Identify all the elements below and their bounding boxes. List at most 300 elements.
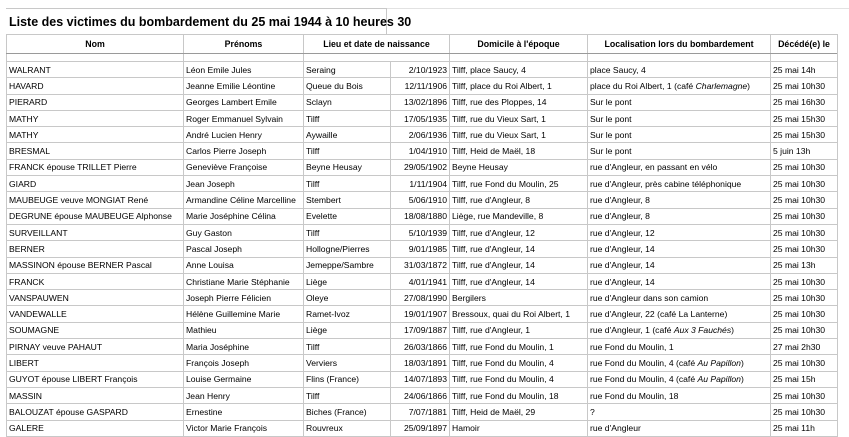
cell-domicile[interactable] (450, 62, 588, 78)
cell-lieu-naissance[interactable] (304, 143, 391, 159)
cell-lieu-naissance-text: Liège (306, 325, 328, 336)
cell-lieu-naissance-text: Tilff (306, 390, 320, 401)
cell-nom-text: PIERARD (9, 97, 48, 108)
cell-lieu-naissance[interactable] (304, 322, 391, 338)
cell-lieu-naissance[interactable] (304, 78, 391, 94)
cell-lieu-naissance-text: Liège (306, 276, 328, 287)
cell-prenoms[interactable] (184, 241, 304, 257)
cell-decede-le[interactable] (771, 78, 838, 94)
cell-lieu-naissance-text: Evelette (306, 211, 338, 222)
cell-domicile-text: Tilff, rue d'Angleur, 14 (452, 276, 535, 287)
cell-nom[interactable] (7, 224, 184, 240)
cell-date-naissance-text: 29/05/1902 (403, 162, 447, 173)
cell-nom[interactable] (7, 110, 184, 126)
column-header-domicile[interactable]: Domicile à l'époque (450, 35, 588, 54)
cell-domicile[interactable] (450, 339, 588, 355)
cell-date-naissance-text: 26/03/1866 (403, 341, 447, 352)
cell-date-naissance[interactable] (391, 404, 450, 420)
cell-localisation[interactable] (588, 257, 771, 273)
cell-prenoms[interactable] (184, 257, 304, 273)
cell-date-naissance[interactable] (391, 94, 450, 110)
cell-domicile[interactable] (450, 241, 588, 257)
cell-lieu-naissance[interactable] (304, 94, 391, 110)
cell-decede-le[interactable] (771, 404, 838, 420)
cell-lieu-naissance[interactable] (304, 339, 391, 355)
cell-decede-le-text: 25 mai 11h (773, 423, 815, 434)
cafe-name-text: Charlemagne (695, 80, 748, 91)
cell-prenoms[interactable] (184, 176, 304, 192)
localisation-text: Sur le pont (590, 146, 632, 157)
cell-date-naissance-text: 24/06/1866 (403, 390, 447, 401)
cell-date-naissance[interactable] (391, 78, 450, 94)
cell-domicile[interactable] (450, 290, 588, 306)
cell-decede-le-text: 25 mai 10h30 (773, 195, 826, 206)
cell-decede-le-text: 25 mai 14h (773, 64, 816, 75)
cell-decede-le[interactable] (771, 62, 838, 78)
cell-nom-text: GUYOT épouse LIBERT François (9, 374, 138, 385)
cell-nom-text: BALOUZAT épouse GASPARD (9, 406, 128, 417)
cell-decede-le[interactable] (771, 322, 838, 338)
cell-decede-le-text: 25 mai 10h30 (773, 325, 826, 336)
sheet-right-edge (837, 34, 838, 413)
cell-localisation[interactable] (588, 420, 771, 436)
cell-localisation[interactable] (588, 159, 771, 175)
cell-prenoms[interactable] (184, 420, 304, 436)
localisation-text: rue Fond du Moulin, 4 (café (590, 374, 698, 385)
localisation-text: Sur le pont (590, 129, 632, 140)
cell-localisation[interactable] (588, 371, 771, 387)
table-row (7, 387, 838, 403)
cell-date-naissance-text: 1/11/1904 (409, 178, 447, 189)
cell-localisation[interactable] (588, 224, 771, 240)
cell-date-naissance[interactable] (391, 290, 450, 306)
cell-lieu-naissance[interactable] (304, 306, 391, 322)
cell-localisation[interactable] (588, 290, 771, 306)
page-title: Liste des victimes du bombardement du 25 mai 1944 à 10 heures 30 (9, 15, 412, 29)
cell-decede-le-text: 5 juin 13h (773, 146, 811, 157)
localisation-text: rue Fond du Moulin, 1 (590, 341, 674, 352)
localisation-text: rue d'Angleur dans son camion (590, 292, 709, 303)
cell-domicile-text: Tilff, rue Fond du Moulin, 4 (452, 374, 554, 385)
cell-lieu-naissance-text: Oleye (306, 292, 329, 303)
cell-prenoms[interactable] (184, 143, 304, 159)
localisation-text: ? (590, 406, 595, 417)
cell-lieu-naissance[interactable] (304, 273, 391, 289)
cell-prenoms[interactable] (184, 94, 304, 110)
cell-domicile-text: Tilff, rue d'Angleur, 12 (452, 227, 535, 238)
cell-domicile[interactable] (450, 159, 588, 175)
cell-nom[interactable] (7, 273, 184, 289)
cell-decede-le[interactable] (771, 224, 838, 240)
localisation-text: rue d'Angleur, 14 (590, 243, 655, 254)
cell-nom-text: MASSIN (9, 390, 42, 401)
column-header-decede-le[interactable]: Décédé(e) le (771, 35, 838, 54)
cell-prenoms[interactable] (184, 306, 304, 322)
cell-date-naissance-text: 5/06/1910 (408, 195, 447, 206)
localisation-text: rue d'Angleur, 8 (590, 195, 650, 206)
cell-decede-le[interactable] (771, 387, 838, 403)
cell-nom[interactable] (7, 241, 184, 257)
cell-localisation[interactable] (588, 176, 771, 192)
cell-lieu-naissance[interactable] (304, 355, 391, 371)
cafe-name-text: Au Papillon (697, 374, 741, 385)
cell-lieu-naissance-text: Tilff (306, 341, 320, 352)
column-header-prenoms[interactable]: Prénoms (184, 35, 304, 54)
cell-prenoms[interactable] (184, 208, 304, 224)
cell-prenoms-text: Geneviève Françoise (186, 162, 268, 173)
cell-prenoms-text: Roger Emmanuel Sylvain (186, 113, 283, 124)
cell-date-naissance-text: 17/05/1935 (403, 113, 447, 124)
cell-domicile-text: Tilff, place Saucy, 4 (452, 64, 526, 75)
cell-prenoms[interactable] (184, 371, 304, 387)
cell-date-naissance[interactable] (391, 110, 450, 126)
cell-prenoms-text: Jeanne Emilie Léontine (186, 80, 276, 91)
cell-nom-text: VANDEWALLE (9, 309, 67, 320)
cell-domicile-text: Hamoir (452, 423, 480, 434)
table-row (7, 273, 838, 289)
table-row (7, 224, 838, 240)
cell-nom-text: VANSPAUWEN (9, 292, 69, 303)
cell-decede-le[interactable] (771, 371, 838, 387)
cell-domicile-text: Tilff, rue d'Angleur, 14 (452, 243, 535, 254)
cell-localisation[interactable] (588, 94, 771, 110)
cell-domicile[interactable] (450, 273, 588, 289)
cell-decede-le[interactable] (771, 176, 838, 192)
column-header-localisation[interactable]: Localisation lors du bombardement (588, 35, 771, 54)
cell-nom[interactable] (7, 62, 184, 78)
cell-decede-le-text: 25 mai 15h30 (773, 129, 826, 140)
cell-lieu-naissance[interactable] (304, 176, 391, 192)
cell-date-naissance-text: 2/10/1923 (408, 64, 447, 75)
cell-prenoms[interactable] (184, 355, 304, 371)
cell-date-naissance[interactable] (391, 143, 450, 159)
cell-lieu-naissance-text: Hollogne/Pierres (306, 243, 370, 254)
localisation-text: rue d'Angleur, 8 (590, 211, 650, 222)
table-row (7, 322, 838, 338)
cell-nom-text: SURVEILLANT (9, 227, 68, 238)
cell-date-naissance-text: 19/01/1907 (403, 309, 447, 320)
cell-lieu-naissance-text: Aywaille (306, 129, 338, 140)
localisation-text: place Saucy, 4 (590, 64, 646, 75)
cell-lieu-naissance[interactable] (304, 387, 391, 403)
cell-decede-le[interactable] (771, 192, 838, 208)
cell-decede-le-text: 25 mai 10h30 (773, 80, 826, 91)
cell-prenoms[interactable] (184, 78, 304, 94)
cell-lieu-naissance[interactable] (304, 192, 391, 208)
cell-prenoms[interactable] (184, 62, 304, 78)
cell-nom[interactable] (7, 355, 184, 371)
cell-nom[interactable] (7, 322, 184, 338)
cell-nom[interactable] (7, 208, 184, 224)
cell-nom-text: FRANCK (9, 276, 45, 287)
cell-lieu-naissance[interactable] (304, 127, 391, 143)
cell-nom[interactable] (7, 159, 184, 175)
cell-domicile[interactable] (450, 176, 588, 192)
cell-lieu-naissance-text: Beyne Heusay (306, 162, 362, 173)
cell-nom[interactable] (7, 404, 184, 420)
cell-localisation[interactable] (588, 208, 771, 224)
table-row (7, 143, 838, 159)
cell-prenoms-text: André Lucien Henry (186, 129, 262, 140)
cell-nom[interactable] (7, 192, 184, 208)
cell-prenoms-text: François Joseph (186, 357, 250, 368)
cell-nom-text: MATHY (9, 113, 39, 124)
cell-domicile-text: Tilff, Heid de Maël, 29 (452, 406, 536, 417)
cell-domicile[interactable] (450, 143, 588, 159)
cell-decede-le-text: 25 mai 10h30 (773, 243, 826, 254)
cell-lieu-naissance[interactable] (304, 208, 391, 224)
victims-table (6, 34, 838, 437)
cell-decede-le-text: 25 mai 10h30 (773, 211, 826, 222)
cell-prenoms[interactable] (184, 387, 304, 403)
cell-date-naissance[interactable] (391, 306, 450, 322)
cell-nom[interactable] (7, 127, 184, 143)
cell-prenoms[interactable] (184, 110, 304, 126)
cell-date-naissance-text: 17/09/1887 (403, 325, 447, 336)
cell-prenoms[interactable] (184, 192, 304, 208)
cell-decede-le[interactable] (771, 257, 838, 273)
cell-domicile[interactable] (450, 208, 588, 224)
cell-decede-le[interactable] (771, 127, 838, 143)
cell-lieu-naissance[interactable] (304, 241, 391, 257)
cell-nom[interactable] (7, 371, 184, 387)
cell-localisation[interactable] (588, 241, 771, 257)
cell-localisation[interactable] (588, 387, 771, 403)
cell-nom[interactable] (7, 143, 184, 159)
table-row (7, 127, 838, 143)
cell-nom[interactable] (7, 78, 184, 94)
cell-decede-le-text: 25 mai 10h30 (773, 162, 826, 173)
cell-localisation[interactable] (588, 322, 771, 338)
cell-date-naissance-text: 2/06/1936 (408, 129, 447, 140)
cell-prenoms[interactable] (184, 404, 304, 420)
cell-prenoms-text: Armandine Céline Marcelline (186, 195, 296, 206)
cell-lieu-naissance-text: Jemeppe/Sambre (306, 260, 374, 271)
cell-lieu-naissance[interactable] (304, 404, 391, 420)
cell-decede-le[interactable] (771, 110, 838, 126)
cell-prenoms[interactable] (184, 159, 304, 175)
cell-date-naissance[interactable] (391, 273, 450, 289)
cell-date-naissance[interactable] (391, 192, 450, 208)
cell-decede-le[interactable] (771, 355, 838, 371)
cafe-name-text: Au Papillon (697, 357, 741, 368)
cell-nom-text: SOUMAGNE (9, 325, 60, 336)
cell-lieu-naissance[interactable] (304, 110, 391, 126)
cell-date-naissance-text: 12/11/1906 (404, 80, 447, 91)
localisation-text: rue d'Angleur, près cabine téléphonique (590, 178, 742, 189)
cell-date-naissance-text: 5/10/1939 (408, 227, 447, 238)
cell-nom-text: GALERE (9, 423, 44, 434)
cell-decede-le[interactable] (771, 143, 838, 159)
cell-domicile[interactable] (450, 322, 588, 338)
cell-domicile[interactable] (450, 78, 588, 94)
cell-date-naissance-text: 9/01/1985 (408, 243, 447, 254)
cell-domicile[interactable] (450, 355, 588, 371)
cell-lieu-naissance-text: Seraing (306, 64, 336, 75)
cell-decede-le[interactable] (771, 159, 838, 175)
cell-nom[interactable] (7, 387, 184, 403)
cell-localisation[interactable] (588, 273, 771, 289)
cell-decede-le[interactable] (771, 273, 838, 289)
cell-nom-text: BERNER (9, 243, 45, 254)
cell-date-naissance[interactable] (391, 339, 450, 355)
cell-prenoms-text: Joseph Pierre Félicien (186, 292, 272, 303)
cell-prenoms[interactable] (184, 290, 304, 306)
cell-date-naissance[interactable] (391, 208, 450, 224)
cell-lieu-naissance-text: Rouvreux (306, 423, 343, 434)
cell-date-naissance[interactable] (391, 62, 450, 78)
cell-nom[interactable] (7, 257, 184, 273)
cell-nom-text: MASSINON épouse BERNER Pascal (9, 260, 152, 271)
cell-domicile-text: Tilff, place du Roi Albert, 1 (452, 80, 552, 91)
cell-date-naissance[interactable] (391, 387, 450, 403)
cell-nom-text: WALRANT (9, 64, 51, 75)
cell-date-naissance[interactable] (391, 371, 450, 387)
cell-domicile-text: Tilff, rue d'Angleur, 14 (452, 260, 535, 271)
cell-domicile[interactable] (450, 420, 588, 436)
cell-date-naissance[interactable] (391, 241, 450, 257)
cell-domicile[interactable] (450, 192, 588, 208)
cell-prenoms-text: Jean Joseph (186, 178, 235, 189)
cell-nom[interactable] (7, 306, 184, 322)
cell-prenoms-text: Marie Joséphine Célina (186, 211, 276, 222)
cell-date-naissance[interactable] (391, 176, 450, 192)
cell-domicile[interactable] (450, 224, 588, 240)
cell-decede-le[interactable] (771, 339, 838, 355)
table-spacer-row (7, 54, 838, 62)
cell-prenoms[interactable] (184, 322, 304, 338)
cell-date-naissance-text: 18/08/1880 (403, 211, 447, 222)
localisation-text: Sur le pont (590, 97, 632, 108)
cell-date-naissance-text: 27/08/1990 (403, 292, 447, 303)
cell-lieu-naissance[interactable] (304, 159, 391, 175)
cell-decede-le[interactable] (771, 208, 838, 224)
cell-lieu-naissance-text: Tilff (306, 227, 320, 238)
cell-prenoms[interactable] (184, 127, 304, 143)
cell-domicile[interactable] (450, 387, 588, 403)
table-row (7, 94, 838, 110)
cell-lieu-naissance-text: Sclayn (306, 97, 332, 108)
cell-lieu-naissance-text: Biches (France) (306, 406, 367, 417)
cell-decede-le[interactable] (771, 290, 838, 306)
cell-lieu-naissance[interactable] (304, 224, 391, 240)
table-row (7, 62, 838, 78)
cell-nom[interactable] (7, 94, 184, 110)
cell-domicile[interactable] (450, 404, 588, 420)
cell-domicile[interactable] (450, 257, 588, 273)
cell-date-naissance-text: 4/01/1941 (408, 276, 447, 287)
cell-date-naissance[interactable] (391, 257, 450, 273)
cell-date-naissance[interactable] (391, 127, 450, 143)
cell-localisation[interactable] (588, 110, 771, 126)
cell-nom[interactable] (7, 420, 184, 436)
cell-nom[interactable] (7, 339, 184, 355)
cell-prenoms-text: Guy Gaston (186, 227, 232, 238)
table-row (7, 371, 838, 387)
cell-localisation[interactable] (588, 306, 771, 322)
cell-nom-text: PIRNAY veuve PAHAUT (9, 341, 103, 352)
cell-domicile[interactable] (450, 110, 588, 126)
cell-decede-le[interactable] (771, 94, 838, 110)
table-row (7, 159, 838, 175)
cell-decede-le-text: 25 mai 15h (773, 374, 816, 385)
cell-domicile[interactable] (450, 306, 588, 322)
cell-localisation[interactable] (588, 192, 771, 208)
cell-date-naissance[interactable] (391, 322, 450, 338)
cell-date-naissance-text: 7/07/1881 (408, 406, 447, 417)
cell-lieu-naissance-text: Ramet-Ivoz (306, 309, 350, 320)
cell-date-naissance[interactable] (391, 355, 450, 371)
table-row (7, 306, 838, 322)
table-row (7, 192, 838, 208)
cell-lieu-naissance[interactable] (304, 290, 391, 306)
cell-prenoms[interactable] (184, 224, 304, 240)
cell-domicile[interactable] (450, 94, 588, 110)
cell-decede-le-text: 25 mai 13h (773, 260, 816, 271)
cell-lieu-naissance[interactable] (304, 371, 391, 387)
table-header-row (7, 35, 838, 54)
cell-prenoms-text: Jean Henry (186, 390, 230, 401)
cell-nom[interactable] (7, 176, 184, 192)
cell-decede-le-text: 25 mai 10h30 (773, 227, 826, 238)
table-row (7, 208, 838, 224)
cell-lieu-naissance[interactable] (304, 420, 391, 436)
cell-localisation[interactable] (588, 127, 771, 143)
column-header-lieu-date-naissance[interactable]: Lieu et date de naissance (304, 35, 450, 54)
cell-domicile-text: Tilff, rue Fond du Moulin, 1 (452, 341, 554, 352)
cell-prenoms[interactable] (184, 339, 304, 355)
cell-domicile[interactable] (450, 127, 588, 143)
cell-nom-text: FRANCK épouse TRILLET Pierre (9, 162, 137, 173)
localisation-text: ) (740, 374, 744, 385)
cell-date-naissance[interactable] (391, 224, 450, 240)
cell-prenoms-text: Georges Lambert Emile (186, 97, 277, 108)
localisation-text: rue d'Angleur, 22 (café La Lanterne) (590, 309, 728, 320)
cell-prenoms[interactable] (184, 273, 304, 289)
column-header-nom[interactable]: Nom (7, 35, 184, 54)
cell-localisation[interactable] (588, 78, 771, 94)
cell-domicile-text: Tilff, rue du Vieux Sart, 1 (452, 113, 546, 124)
cell-date-naissance-text: 1/04/1910 (408, 146, 447, 157)
cell-lieu-naissance[interactable] (304, 257, 391, 273)
cell-decede-le[interactable] (771, 306, 838, 322)
cell-decede-le-text: 25 mai 10h30 (773, 292, 826, 303)
cell-prenoms-text: Mathieu (186, 325, 217, 336)
cell-decede-le[interactable] (771, 241, 838, 257)
cell-nom[interactable] (7, 290, 184, 306)
cell-localisation[interactable] (588, 404, 771, 420)
cell-date-naissance[interactable] (391, 420, 450, 436)
cell-localisation[interactable] (588, 143, 771, 159)
cell-localisation[interactable] (588, 62, 771, 78)
cell-localisation[interactable] (588, 355, 771, 371)
cell-domicile-text: Tilff, rue du Vieux Sart, 1 (452, 129, 546, 140)
cell-domicile-text: Tilff, rue des Ploppes, 14 (452, 97, 547, 108)
cafe-name-text: Aux 3 Fauchés (673, 325, 732, 336)
table-row (7, 257, 838, 273)
cell-domicile[interactable] (450, 371, 588, 387)
cell-date-naissance[interactable] (391, 159, 450, 175)
cell-lieu-naissance[interactable] (304, 62, 391, 78)
cell-nom-text: MAUBEUGE veuve MONGIAT René (9, 195, 149, 206)
cell-nom-text: BRESMAL (9, 146, 51, 157)
cell-localisation[interactable] (588, 339, 771, 355)
cell-domicile-text: Bergilers (452, 292, 486, 303)
cell-decede-le[interactable] (771, 420, 838, 436)
cell-lieu-naissance-text: Flins (France) (306, 374, 360, 385)
cell-nom-text: LIBERT (9, 357, 39, 368)
cell-decede-le-text: 25 mai 10h30 (773, 309, 826, 320)
